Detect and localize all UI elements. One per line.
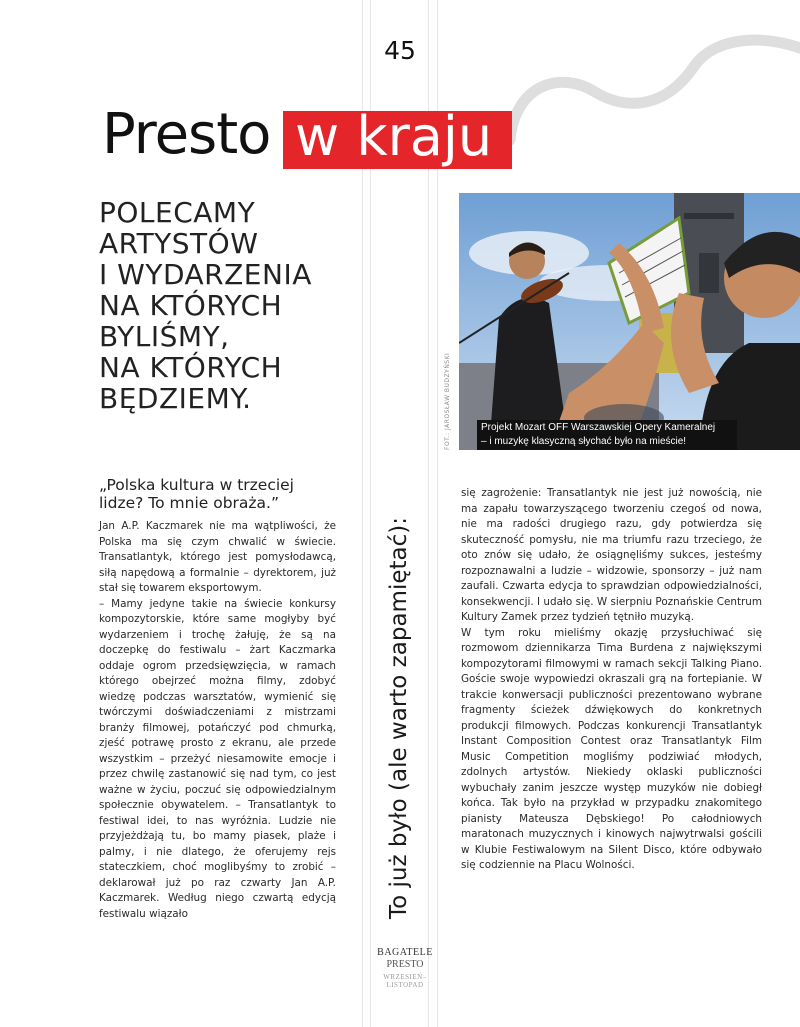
headline: POLECAMY ARTYSTÓW I WYDARZENIA NA KTÓRYCH BYLIŚMY, NA KTÓRYCH BĘDZIEMY.: [99, 196, 312, 415]
paragraph: – Mamy jedyne takie na świecie konkursy kompozytorskie, które same mogłyby być wydarzeniem i trochę żałuję, że są na doczepkę do festiwalu – żart Kaczmarka oddaje ogrom przedsięwzięcia, w ramach którego obejrzeć można filmy, zdobyć wiedzę podczas warsztatów, wymienić się twórczymi doświadczeniami z mistrzami branży filmowej, potańczyć pod chmurką, zjeść potrawę prosto z ekranu, ale przede wszystkim – przeżyć niesamowite emocje i przez chwilę zastanowić się nad tym, co jest ważne w życiu, poczuć się odpowiedzialnym społecznie obywatelem. – Transatlantyk to festiwal idei, to nas wyróżnia. Ludzie nie przyjeżdżają tu, bo mamy piasek, plaże i palmy, i nie dlatego, że oferujemy rejs stateczkiem, choć moglibyśmy to zrobić – deklarował już po raz czwarty Jan A.P. Kaczmarek. Według niego czwartą edycją festiwalu wiązało: [99, 597, 336, 920]
paragraph: się zagrożenie: Transatlantyk nie jest już nowością, nie ma zapału towarzyszącego tworzeniu czegoś od nowa, nie ma radości drugiego razu, gdy potwierdza się skuteczność pomysłu, nie ma triumfu razu trzeciego, że oto znów się udało, że osiągnęliśmy sukces, jesteśmy rozpoznawalni a ludzie – widzowie, sponsorzy – już nam zaufali. Czwarta edycja to sprawdzian odpowiedzialności, konsekwencji. I udało się. W sierpniu Poznańskie Centrum Kultury Zamek przez tydzień tętniło muzyką.: [461, 487, 762, 623]
article-column-left: [99, 519, 336, 922]
concert-photo: [459, 193, 800, 450]
article-column-right: [461, 486, 762, 874]
decorative-scroll-curve: [500, 30, 800, 150]
photo-caption: [477, 420, 737, 450]
section-title-presto: Presto: [102, 102, 271, 167]
section-title-label: [283, 105, 512, 169]
footer-magazine: PRESTO: [386, 959, 424, 970]
pull-quote: „Polska kultura w trzeciej lidze? To mnie obraża.”: [99, 476, 294, 512]
footer-logo: [365, 947, 445, 989]
vertical-heading: To już było (ale warto zapamiętać):: [386, 517, 412, 919]
photo-caption-line: Projekt Mozart OFF Warszawskiej Opery Kameralnej: [481, 422, 716, 433]
footer-brand: BAGATELE: [377, 947, 433, 958]
page-number: 45: [384, 36, 416, 65]
photo-credit: FOT.: JAROSŁAW BUDZYŃSKI: [444, 352, 451, 450]
photo-caption-line: – i muzykę klasyczną słychać było na mieście!: [481, 436, 687, 447]
paragraph: W tym roku mieliśmy okazję przysłuchiwać się rozmowom dziennikarza Tima Burdena z największymi kompozytorami filmowymi w ramach sekcji Talking Piano. Goście swoje wypowiedzi okraszali grą na fortepianie. W trakcie konwersacji publiczności prezentowano wybrane fragmenty ścieżek dźwiękowych do konkretnych produkcji filmowych. Podczas konkurencji Transatlantyk Instant Composition Contest oraz Transatlantyk Film Music Competition mogliśmy podziwiać młodych, zdolnych artystów. Niekiedy oklaski publiczności wybuchały zanim jeszcze występ muzyków nie dobiegł końca. Tak było na przykład w przypadku znakomitego pianisty Mateusza Dębskiego! Po całodniowych maratonach muzycznych i kinowych najwytrwalsi gościli w Klubie Festiwalowym na Silent Disco, które odbywało się codziennie na Placu Wolności.: [461, 626, 762, 871]
footer-date: WRZESIEŃ– LISTOPAD: [383, 973, 427, 989]
section-title-w-kraju: w kraju: [295, 105, 493, 168]
paragraph: Jan A.P. Kaczmarek nie ma wątpliwości, że Polska ma się czym chwalić w świecie. Transatlantyk, którego jest pomysłodawcą, siłą napędową a formalnie – dyrektorem, już stał się towarem eksportowym.: [99, 520, 336, 594]
